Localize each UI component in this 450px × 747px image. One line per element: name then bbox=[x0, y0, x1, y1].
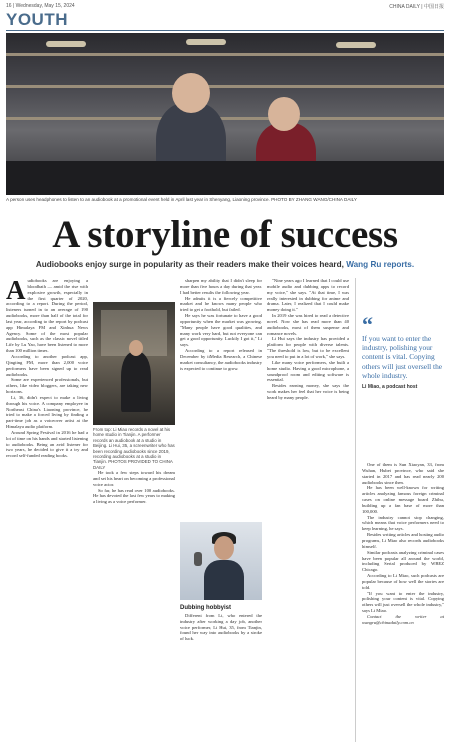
top-photo-caption: A person uses headphones to listen to an audiobook at a promotional event held in April last year in Shenyang, Liaoning province. PHOTO BY ZHANG WANG/CHINA DAILY bbox=[6, 197, 357, 202]
paragraph: One of them is Sun Xiaoyan, 33, from Wuhan, Hubei province, who said she started in 2017 and has read nearly 200 audiobooks since then. bbox=[362, 462, 444, 485]
microphone-icon bbox=[194, 552, 202, 566]
paragraph: He says he was fortunate to have a good opportunity when the market was growing. "Many people have good qualities, and many work very hard, but not everyone can get a good opportunity. Luckily I got it," Li says. bbox=[180, 313, 262, 348]
shelf bbox=[6, 53, 444, 56]
drop-cap: A bbox=[6, 278, 26, 305]
headline: A storyline of success bbox=[52, 213, 398, 256]
portrait-photo bbox=[180, 522, 262, 600]
column-3-bottom bbox=[180, 604, 262, 742]
paragraph: According to another podcast app, Qingting FM, more than 2,000 voice performers have been signed up to read audiobooks. bbox=[6, 353, 88, 377]
paragraph: udiobooks are enjoying a bloodbath — amid the rise with explosive growth, especially in the first quarter of 2020, according to a report. During the period, listeners turned in to an average of 190 audiobooks, more than half of the total for last year, according to the report by podcast app Himalaya FM and Xinhua News Agency. Some of the most popular audiobooks, such as the classic novel titled Life by Lu Yao, have been listened to more than 100 million times. bbox=[6, 278, 88, 354]
section-rule bbox=[6, 30, 444, 31]
person-figure bbox=[204, 560, 244, 600]
paragraph: Li, 36, didn't expect to make a living through his voice. A company employee in Northeast China's Liaoning province, he tried to make a forced living by finding a part-time job as a voiceover artist at the Himalaya audio platform. bbox=[6, 394, 88, 430]
pull-quote bbox=[362, 312, 444, 391]
middle-photo-caption: From top: Li Miao records a novel at his home studio in Tianjin. A performer records an audiobook at a studio in Beijing. Li Hui, 35, a screenwriter who has been recording audiobooks since 2019, recording audiobooks at a studio in Tianjin. PHOTOS PROVIDED TO CHINA DAILY bbox=[93, 427, 175, 470]
column-3 bbox=[180, 278, 262, 520]
paragraph: Besides writing articles and hosting audio programs, Li Miao also records audiobooks himself. bbox=[362, 532, 444, 549]
paragraph: Besides earning money, she says the work makes her feel that her voice is being heard by many people. bbox=[267, 383, 349, 400]
column-2-top bbox=[93, 278, 175, 300]
top-photo bbox=[6, 33, 444, 195]
paragraph: Li Hui says the industry has provided a platform for people with diverse talents. "The threshold is low, but to be excellent you need to put in a lot of work," she says. bbox=[267, 336, 349, 359]
paragraph: So far, he has read over 100 audiobooks. He has devoted the last few years to making a living as a voice performer. bbox=[93, 487, 175, 505]
paragraph: In 2019 she was hired to read a detective novel. Now she has read more than 40 audiobooks, most of them suspense and romance novels. bbox=[267, 313, 349, 336]
paragraph: Around Spring Festival in 2016 he had a lot of time on his hands and started listening to audiobooks. Being an avid listener for two years, he decided to give it a try and record self-funded reading books. bbox=[6, 429, 88, 459]
person-figure bbox=[121, 352, 151, 412]
shelf bbox=[6, 85, 444, 88]
person-head bbox=[172, 73, 210, 113]
subhead: Dubbing hobbyist bbox=[180, 605, 231, 611]
paragraph: Like many voice performers, she built a home studio. Having a good microphone, a soundproof room and editing software is essential. bbox=[267, 359, 349, 383]
paragraph: He admits it is a fiercely competitive market and he knows many people who tried to get a foothold, but failed. bbox=[180, 295, 262, 313]
contact-line: Contact the writer at wangru@chinadaily.com.cn bbox=[362, 613, 444, 625]
paragraph: Different from Li, who entered the industry after working a day job, another voice performer, Li Hui, 35, from Tianjin, found her way into audiobooks by a stroke of luck. bbox=[180, 612, 262, 642]
paragraph: The industry cannot stop changing, which means that voice performers need to keep learning, he says. bbox=[362, 514, 444, 532]
paper-name: CHINA DAILY | 中国日报 bbox=[389, 4, 444, 10]
person-head bbox=[129, 340, 143, 356]
column-4 bbox=[267, 278, 349, 742]
paragraph: sharpen my ability that I didn't sleep for more than five hours a day during that year. I had better results the following year. bbox=[180, 278, 262, 295]
deck-text: Audiobooks enjoy surge in popularity as their readers make their voices heard, bbox=[35, 260, 344, 269]
person-head bbox=[268, 97, 300, 131]
column-1 bbox=[6, 278, 88, 742]
column-5 bbox=[362, 462, 444, 742]
paragraph: Some are experienced professionals, but others, like video bloggers, are taking new horizons. bbox=[6, 377, 88, 395]
paragraph: According to Li Miao, such podcasts are popular because of how well the stories are told. bbox=[362, 573, 444, 590]
middle-photo bbox=[93, 302, 175, 425]
quote-mark-icon: “ bbox=[362, 312, 373, 337]
ceiling-light bbox=[336, 42, 376, 48]
paragraph: "If you want to enter the industry, polishing your content is vital. Copying others will just oversell the whole industry," says Li Miao. bbox=[362, 590, 444, 614]
byline: Wang Ru reports. bbox=[346, 260, 415, 269]
ceiling-light bbox=[46, 41, 86, 47]
page-info: 16 | Wednesday, May 15, 2024 bbox=[6, 3, 75, 9]
paragraph: He took a few steps toward his dream and set his heart on becoming a professional voice actor. bbox=[93, 470, 175, 487]
paragraph: Similar podcasts analyzing criminal cases have been popular all around the world, including Serial produced by WBEZ Chicago. bbox=[362, 549, 444, 573]
column-2 bbox=[93, 470, 175, 742]
person-head bbox=[214, 536, 234, 560]
ceiling-light bbox=[186, 39, 226, 45]
paragraph: According to a report released in December by iiMedia Research, a Chinese market consultancy, the audiobooks industry is expected to continue to grow. bbox=[180, 348, 262, 371]
shelf bbox=[6, 117, 444, 120]
pull-quote-attribution: Li Miao, a podcast host bbox=[362, 384, 418, 391]
desk bbox=[6, 161, 444, 195]
pull-quote-text: If you want to enter the industry, polishing your content is vital. Copying others will just oversell the whole industry. bbox=[362, 334, 443, 380]
paragraph: "Nine years ago I learned that I could use mobile audio and dubbing apps to record my voice," she says. "At that time, I was really interested in dubbing for anime and drama. Later, I realized that I could make money doing it." bbox=[267, 278, 349, 313]
masthead bbox=[6, 2, 444, 11]
deck bbox=[0, 260, 450, 269]
column-divider bbox=[355, 278, 356, 742]
paragraph: He has been well-known for writing articles analyzing famous foreign criminal cases on online message board Zhihu, building up a fan base of more than 100,000. bbox=[362, 485, 444, 514]
section-title: YOUTH bbox=[6, 10, 68, 29]
